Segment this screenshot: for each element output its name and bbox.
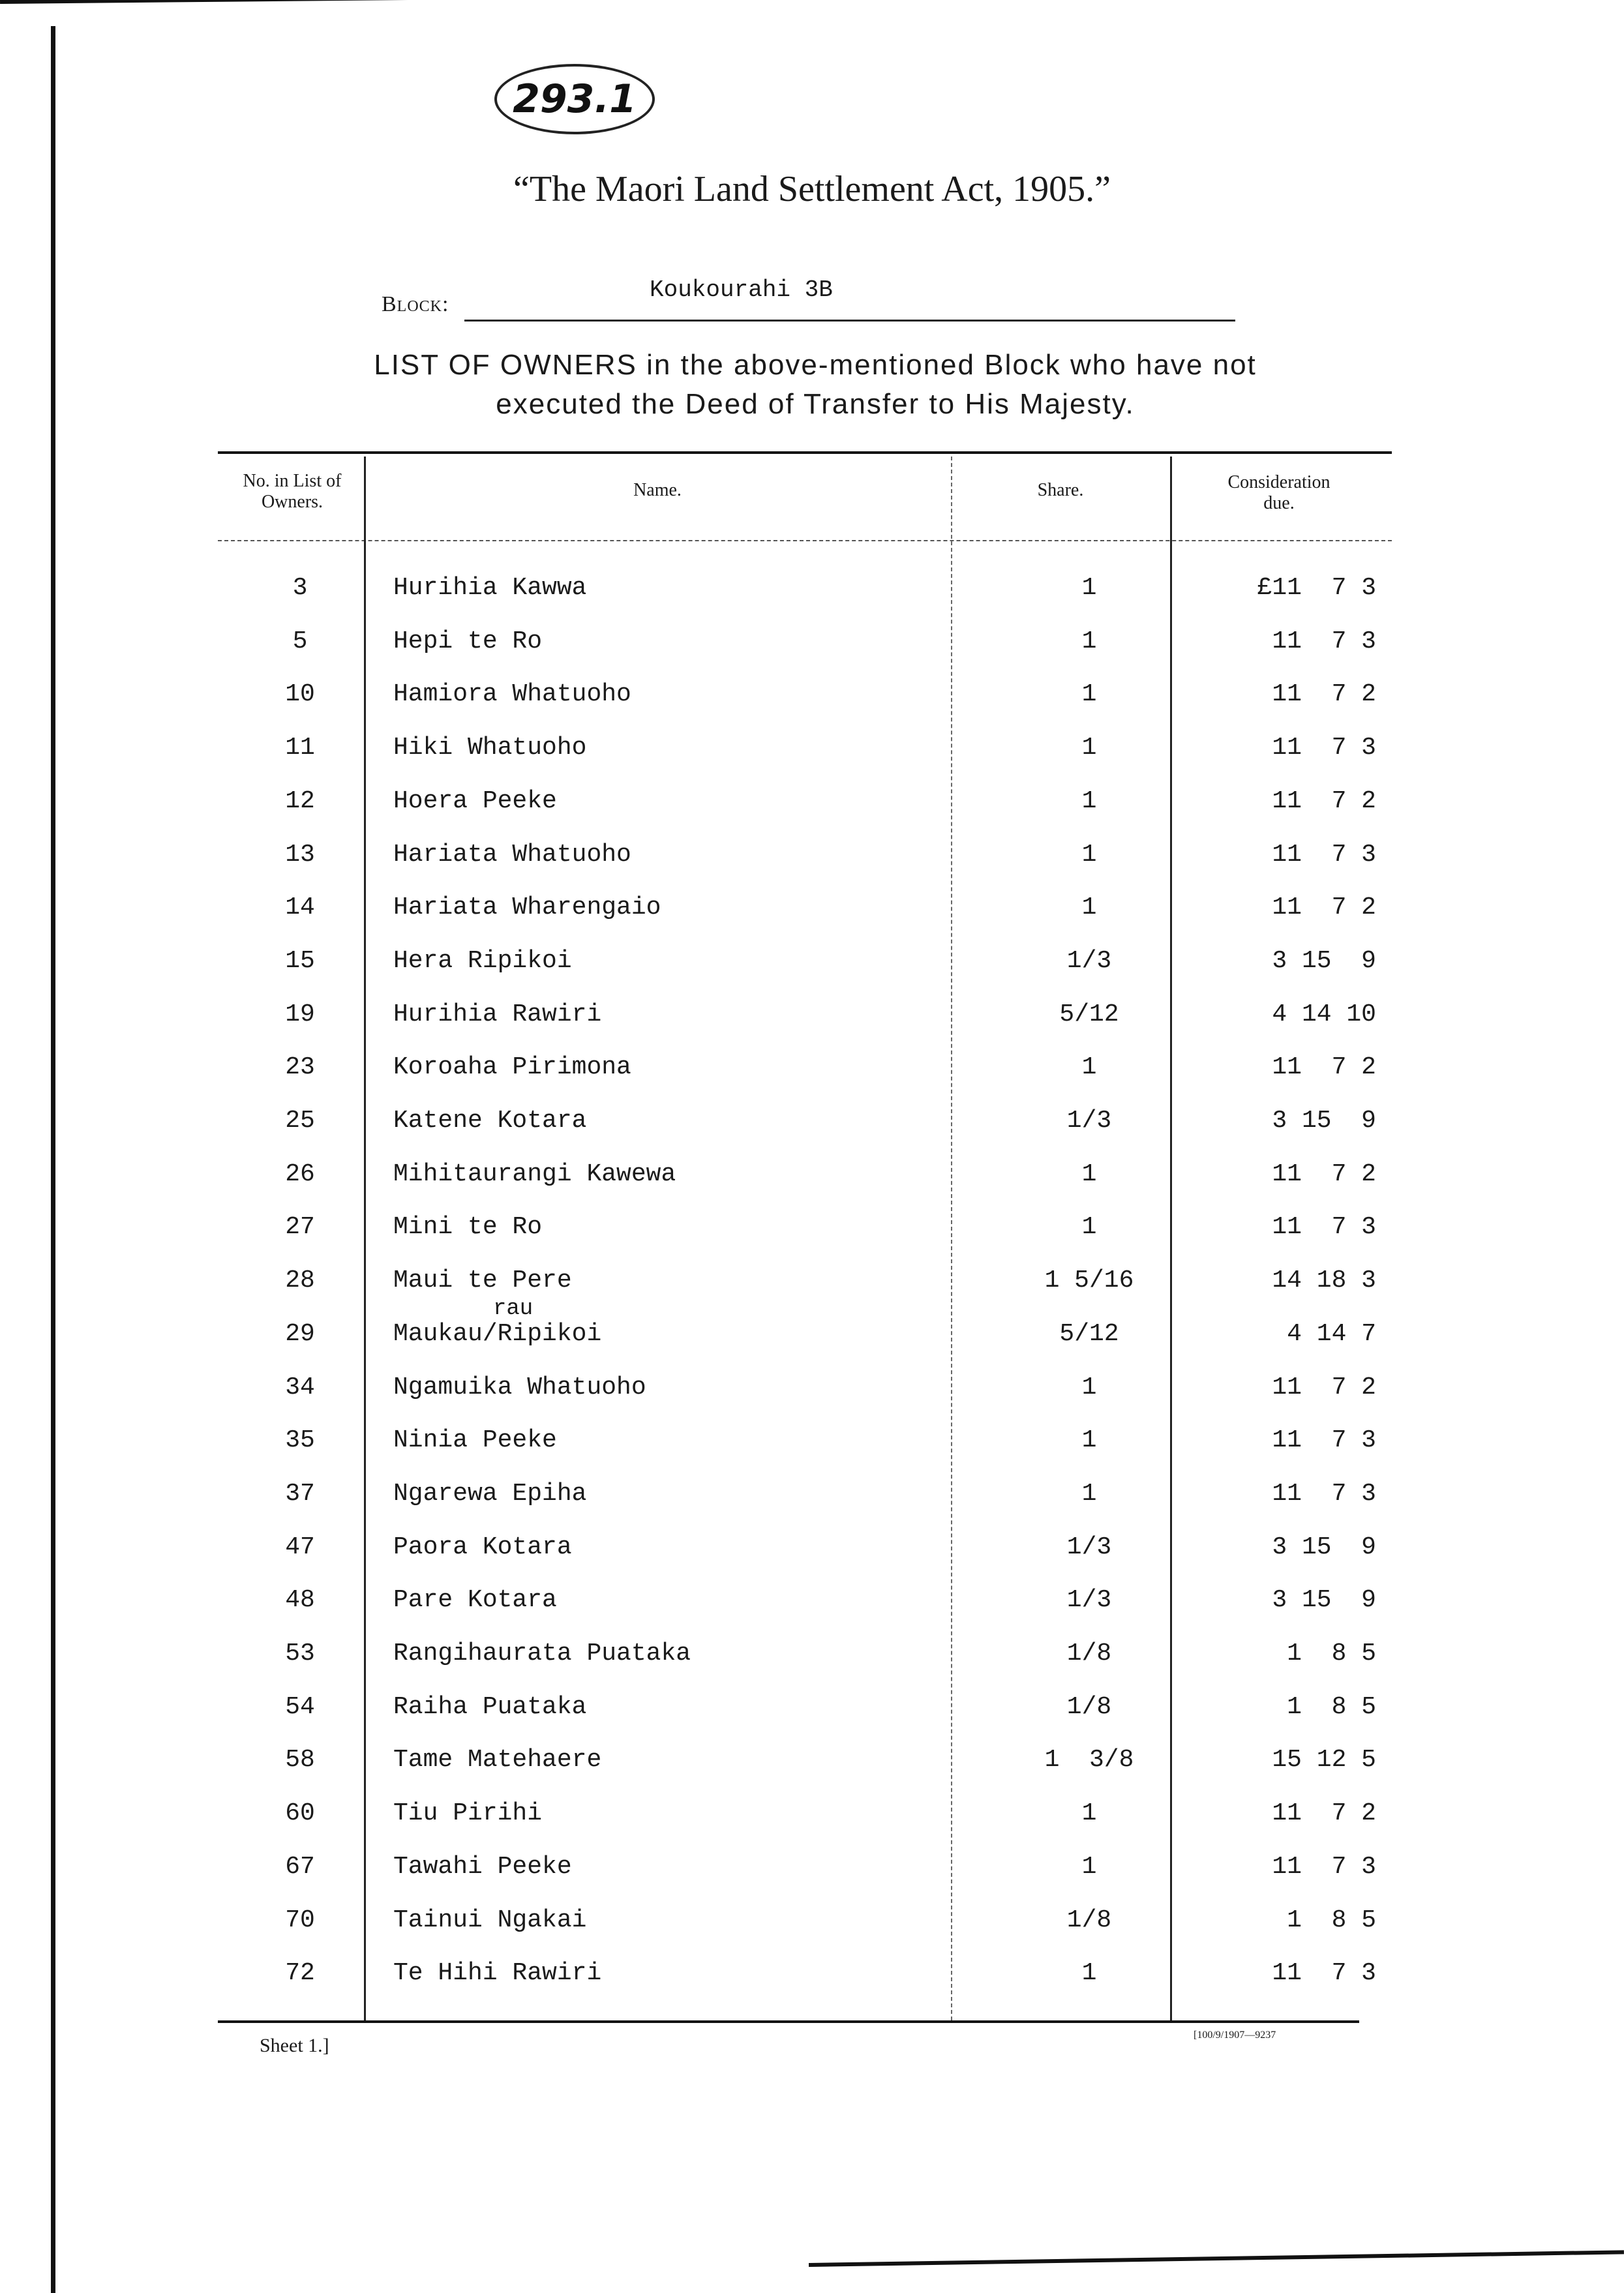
owner-consideration: 3 15 9 (1272, 946, 1376, 975)
owner-consideration: 11 7 2 (1272, 787, 1376, 815)
owner-name: Paora Kotara (393, 1533, 572, 1561)
list-heading (228, 346, 1402, 424)
block-label: Block: (382, 292, 449, 316)
owner-number: 12 (285, 787, 315, 815)
owner-share: 1 (1081, 627, 1097, 655)
owner-name: Tawahi Peeke (393, 1852, 572, 1881)
owner-share: 1 (1081, 1426, 1097, 1455)
table-row (0, 1906, 1624, 1945)
table-row (0, 1959, 1624, 1998)
table-row (0, 1426, 1624, 1465)
table-row (0, 734, 1624, 773)
owner-name: Hariata Wharengaio (393, 893, 661, 922)
owner-number: 14 (285, 893, 315, 922)
owner-name: Ninia Peeke (393, 1426, 557, 1455)
owner-share: 1/3 (1066, 1533, 1112, 1561)
owner-consideration: 11 7 2 (1272, 680, 1376, 709)
owner-number: 67 (285, 1852, 315, 1881)
owner-share: 1/8 (1066, 1906, 1112, 1934)
owner-number: 37 (285, 1479, 315, 1508)
owner-number: 23 (285, 1053, 315, 1082)
header-consideration (1171, 472, 1387, 514)
owner-name: Hoera Peeke (393, 787, 557, 815)
owner-number: 3 (292, 574, 308, 602)
owner-share: 1 (1081, 1373, 1097, 1401)
table-row (0, 1640, 1624, 1679)
owner-name: Raiha Puataka (393, 1692, 587, 1721)
block-underline (464, 320, 1235, 322)
owner-share: 1 (1081, 574, 1097, 602)
owner-number: 35 (285, 1426, 315, 1455)
header-number-line-1: No. in List of (243, 471, 342, 491)
owner-consideration: 15 12 5 (1272, 1746, 1376, 1775)
table-row (0, 1799, 1624, 1838)
owner-share: 1/3 (1066, 946, 1112, 975)
owner-number: 13 (285, 840, 315, 869)
table-row (0, 947, 1624, 986)
table-row (0, 1107, 1624, 1146)
owner-consideration: 1 8 5 (1287, 1640, 1376, 1668)
owner-share: 1 (1081, 1213, 1097, 1242)
owner-share: 1/3 (1066, 1107, 1112, 1135)
owner-name: Ngarewa Epiha (393, 1479, 587, 1508)
owner-name: Mihitaurangi Kawewa (393, 1160, 676, 1188)
owner-name: Katene Kotara (393, 1107, 587, 1135)
owner-consideration: 3 15 9 (1272, 1586, 1376, 1615)
owner-share: 1/8 (1066, 1692, 1112, 1721)
owner-consideration: 11 7 3 (1272, 1959, 1376, 1988)
table-row (0, 1266, 1624, 1306)
owner-consideration: 11 7 2 (1272, 1053, 1376, 1082)
sheet-number: Sheet 1.] (260, 2035, 329, 2056)
owner-name: Hepi te Ro (393, 627, 543, 655)
owner-consideration: £11 7 3 (1257, 574, 1376, 602)
owner-name: Tainui Ngakai (393, 1906, 587, 1934)
table-bottom-rule (218, 2020, 1359, 2023)
table-top-rule (218, 451, 1392, 454)
table-row (0, 1373, 1624, 1413)
owner-name: Hamiora Whatuoho (393, 680, 631, 709)
owner-name: Mini te Ro (393, 1213, 543, 1242)
owner-name: Te Hihi Rawiri (393, 1959, 602, 1988)
owner-number: 53 (285, 1640, 315, 1668)
owner-consideration: 4 14 10 (1272, 1000, 1376, 1028)
owner-consideration: 4 14 7 (1287, 1319, 1376, 1348)
owner-number: 25 (285, 1107, 315, 1135)
owner-name: Maukau/Ripikoi (393, 1319, 602, 1348)
owner-number: 15 (285, 946, 315, 975)
owner-number: 34 (285, 1373, 315, 1401)
owner-number: 11 (285, 734, 315, 762)
list-heading-line-2: executed the Deed of Transfer to His Majesty. (496, 388, 1135, 420)
owner-number: 26 (285, 1160, 315, 1188)
owner-number: 58 (285, 1746, 315, 1775)
interlinear-annotation: rau (493, 1296, 534, 1321)
owner-consideration: 11 7 3 (1272, 1213, 1376, 1242)
owner-share: 1 (1081, 1852, 1097, 1881)
owner-share: 1/8 (1066, 1640, 1112, 1668)
owner-share: 1 3/8 (1044, 1746, 1134, 1775)
table-row (0, 1693, 1624, 1732)
owner-consideration: 1 8 5 (1287, 1692, 1376, 1721)
owner-consideration: 3 15 9 (1272, 1533, 1376, 1561)
owner-share: 1 (1081, 787, 1097, 815)
act-title: “The Maori Land Settlement Act, 1905.” (513, 169, 1111, 209)
owner-name: Hariata Whatuoho (393, 840, 631, 869)
table-row (0, 787, 1624, 826)
owner-number: 48 (285, 1586, 315, 1615)
owner-consideration: 11 7 3 (1272, 734, 1376, 762)
owner-share: 1 5/16 (1044, 1266, 1134, 1295)
table-row (0, 893, 1624, 933)
owner-name: Rangihaurata Puataka (393, 1640, 691, 1668)
owner-consideration: 11 7 3 (1272, 1852, 1376, 1881)
header-name: Name. (633, 480, 682, 500)
owner-consideration: 11 7 3 (1272, 840, 1376, 869)
table-row (0, 1000, 1624, 1040)
owner-share: 1 (1081, 1479, 1097, 1508)
owner-share: 1 (1081, 1799, 1097, 1828)
owner-share: 1 (1081, 1959, 1097, 1988)
header-number (222, 471, 363, 513)
table-row (0, 841, 1624, 880)
table-row (0, 1320, 1624, 1359)
table-row (0, 1160, 1624, 1199)
owner-name: Hurihia Kawwa (393, 574, 587, 602)
owner-number: 54 (285, 1692, 315, 1721)
header-consideration-line-1: Consideration (1227, 472, 1331, 492)
owner-share: 1/3 (1066, 1586, 1112, 1615)
header-share: Share. (1037, 480, 1084, 500)
owner-name: Maui te Pere (393, 1266, 572, 1295)
owner-number: 29 (285, 1319, 315, 1348)
owner-name: Hurihia Rawiri (393, 1000, 602, 1028)
owner-name: Koroaha Pirimona (393, 1053, 631, 1082)
owner-consideration: 1 8 5 (1287, 1906, 1376, 1934)
table-row (0, 1480, 1624, 1519)
table-row (0, 1586, 1624, 1625)
owner-name: Hera Ripikoi (393, 946, 572, 975)
table-header-rule (218, 540, 1392, 541)
owner-consideration: 11 7 2 (1272, 1799, 1376, 1828)
scan-edge-top (0, 0, 822, 4)
header-consideration-line-2: due. (1263, 493, 1295, 513)
owner-consideration: 11 7 2 (1272, 893, 1376, 922)
table-row (0, 627, 1624, 667)
owner-consideration: 11 7 2 (1272, 1373, 1376, 1401)
owner-consideration: 11 7 3 (1272, 1426, 1376, 1455)
owner-name: Ngamuika Whatuoho (393, 1373, 646, 1401)
owner-number: 47 (285, 1533, 315, 1561)
owner-share: 1 (1081, 1053, 1097, 1082)
owner-share: 1 (1081, 893, 1097, 922)
owner-name: Pare Kotara (393, 1586, 557, 1615)
owner-number: 5 (292, 627, 308, 655)
owner-consideration: 11 7 3 (1272, 1479, 1376, 1508)
handwritten-reference: 293.1 (494, 64, 655, 134)
owner-number: 19 (285, 1000, 315, 1028)
owner-consideration: 14 18 3 (1272, 1266, 1376, 1295)
table-row (0, 1533, 1624, 1572)
scan-edge-bottom (809, 2250, 1624, 2267)
owner-share: 1 (1081, 734, 1097, 762)
header-number-line-2: Owners. (261, 492, 323, 512)
table-row (0, 680, 1624, 719)
owner-number: 70 (285, 1906, 315, 1934)
owner-share: 1 (1081, 680, 1097, 709)
print-reference: [100/9/1907—9237 (1194, 2030, 1276, 2041)
owner-number: 10 (285, 680, 315, 709)
owner-number: 27 (285, 1213, 315, 1242)
owner-name: Hiki Whatuoho (393, 734, 587, 762)
block-value: Koukourahi 3B (650, 277, 833, 303)
owner-share: 5/12 (1059, 1319, 1119, 1348)
owner-name: Tiu Pirihi (393, 1799, 543, 1828)
owner-consideration: 11 7 3 (1272, 627, 1376, 655)
owner-share: 1 (1081, 1160, 1097, 1188)
owner-number: 60 (285, 1799, 315, 1828)
owner-name: Tame Matehaere (393, 1746, 602, 1775)
table-row (0, 1746, 1624, 1785)
owner-share: 5/12 (1059, 1000, 1119, 1028)
owner-number: 72 (285, 1959, 315, 1988)
table-row (0, 1853, 1624, 1892)
owner-consideration: 3 15 9 (1272, 1107, 1376, 1135)
owner-number: 28 (285, 1266, 315, 1295)
owner-share: 1 (1081, 840, 1097, 869)
table-row (0, 1053, 1624, 1092)
owner-consideration: 11 7 2 (1272, 1160, 1376, 1188)
table-row (0, 1213, 1624, 1252)
table-row (0, 574, 1624, 613)
list-heading-line-1: LIST OF OWNERS in the above-mentioned Block who have not (374, 349, 1257, 381)
